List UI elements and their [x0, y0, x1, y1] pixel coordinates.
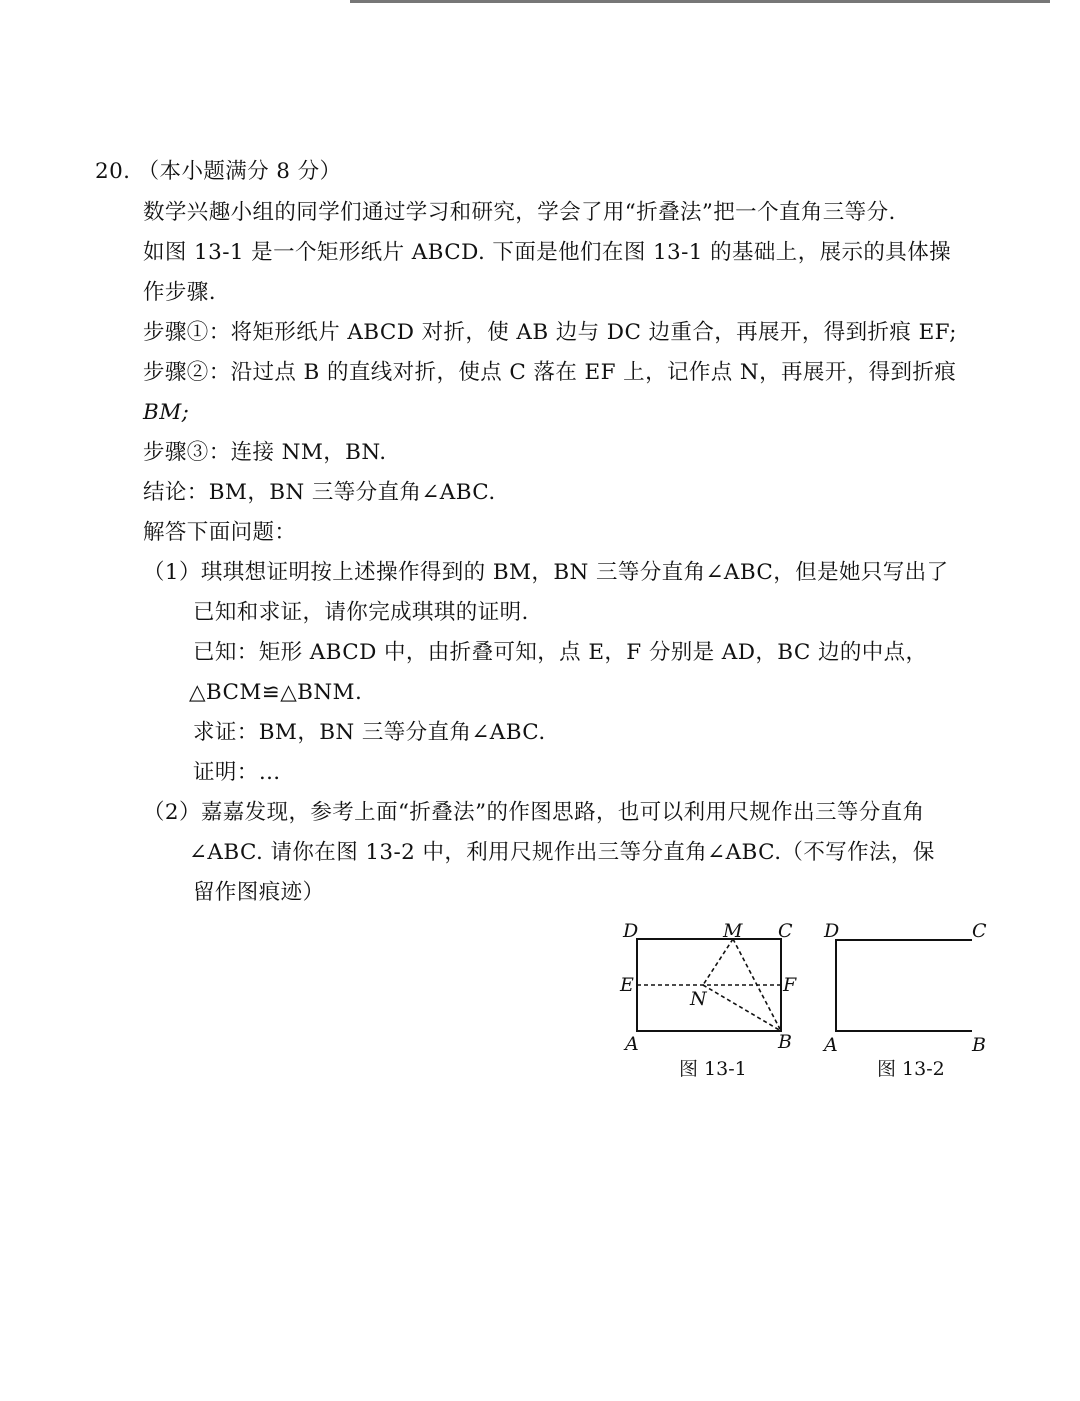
right-angle-abc — [836, 940, 972, 1031]
part1-proof: 证明：… — [193, 760, 281, 785]
label-a: A — [824, 1034, 838, 1056]
label-e: E — [620, 974, 634, 996]
part1-given-2: △BCM≌△BNM. — [189, 680, 363, 705]
label-b: B — [778, 1031, 792, 1053]
intro-line-2: 如图 13-1 是一个矩形纸片 ABCD. 下面是他们在图 13-1 的基础上，展示的具体操 — [143, 240, 951, 265]
part1-line-2: 已知和求证，请你完成琪琪的证明. — [193, 600, 529, 625]
label-c: C — [778, 920, 793, 942]
figure-13-1-caption: 图 13-1 — [679, 1058, 747, 1080]
intro-line-3: 作步骤. — [143, 280, 216, 305]
part1-line-1: （1）琪琪想证明按上述操作得到的 BM，BN 三等分直角∠ABC，但是她只写出了 — [143, 560, 949, 585]
step-2: 步骤②：沿过点 B 的直线对折，使点 C 落在 EF 上，记作点 N，再展开，得到折痕 — [143, 360, 957, 385]
part1-given-1: 已知：矩形 ABCD 中，由折叠可知，点 E，F 分别是 AD，BC 边的中点， — [193, 640, 928, 665]
part1-prove: 求证：BM，BN 三等分直角∠ABC. — [193, 720, 546, 745]
figure-13-2 — [820, 915, 995, 1056]
segment-nm — [703, 939, 733, 985]
question-points: （本小题满分 8 分） — [137, 159, 342, 184]
step-1: 步骤①：将矩形纸片 ABCD 对折，使 AB 边与 DC 边重合，再展开，得到折痕 EF; — [143, 320, 957, 345]
label-b: B — [972, 1034, 986, 1056]
conclusion: 结论：BM，BN 三等分直角∠ABC. — [143, 480, 496, 505]
label-m: M — [723, 920, 743, 942]
label-n: N — [690, 988, 707, 1010]
figure-13-1 — [615, 915, 805, 1055]
label-d: D — [623, 920, 639, 942]
label-d: D — [824, 920, 840, 942]
label-f: F — [783, 974, 797, 996]
label-a: A — [625, 1033, 639, 1055]
intro-line-1: 数学兴趣小组的同学们通过学习和研究，学会了用“折叠法”把一个直角三等分. — [143, 200, 896, 225]
question-header — [95, 157, 341, 187]
step-2-continued: BM; — [143, 400, 190, 425]
part2-line-2: ∠ABC. 请你在图 13-2 中，利用尺规作出三等分直角∠ABC.（不写作法，保 — [189, 840, 935, 865]
figure-13-1-diagram — [615, 915, 805, 1055]
scan-top-edge — [350, 0, 1050, 3]
answer-prompt: 解答下面问题： — [143, 520, 297, 545]
label-c: C — [972, 920, 987, 942]
part2-line-1: （2）嘉嘉发现，参考上面“折叠法”的作图思路，也可以利用尺规作出三等分直角 — [143, 800, 925, 825]
figure-13-2-diagram — [820, 915, 995, 1056]
figure-13-2-caption: 图 13-2 — [877, 1058, 945, 1080]
step-3: 步骤③：连接 NM，BN. — [143, 440, 387, 465]
question-number: 20. — [95, 159, 131, 184]
part2-line-3: 留作图痕迹） — [193, 880, 325, 905]
